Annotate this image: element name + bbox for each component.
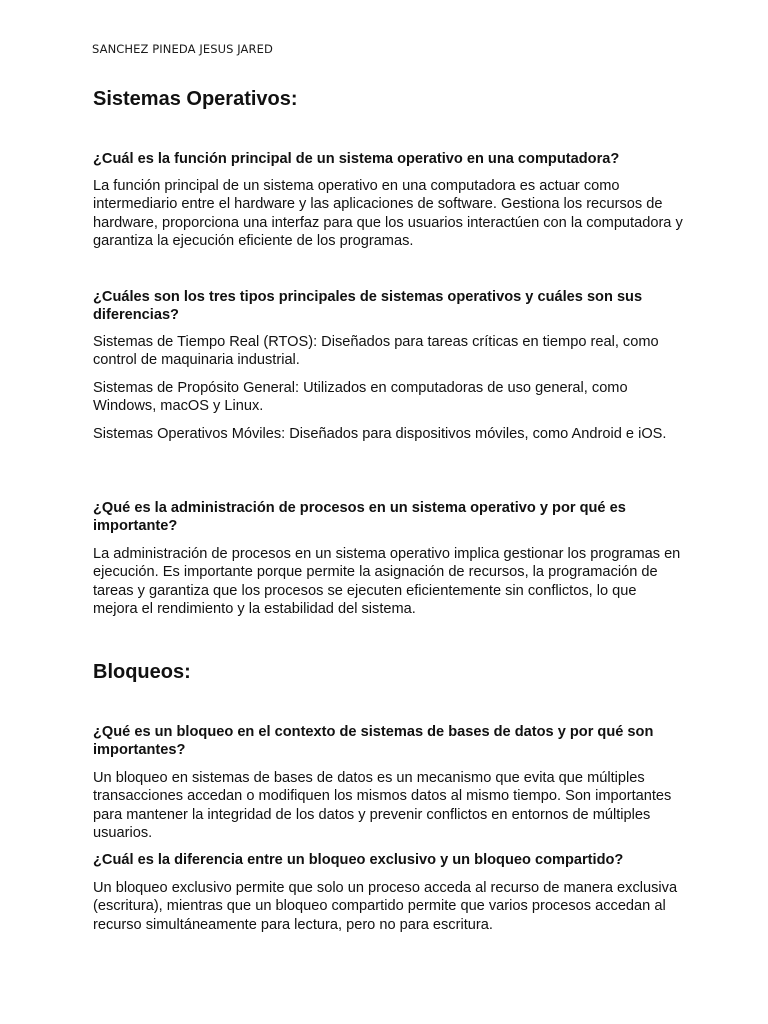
author-name: SANCHEZ PINEDA JESUS JARED [92, 42, 273, 56]
question-os-function: ¿Cuál es la función principal de un sistema operativo en una computadora? [93, 151, 620, 167]
section-title-bloqueos: Bloqueos: [93, 661, 191, 683]
question-process-management: ¿Qué es la administración de procesos en un sistema operativo y por qué es importante? [93, 500, 626, 534]
answer-os-type-rtos: Sistemas de Tiempo Real (RTOS): Diseñados para tareas críticas en tiempo real, como control de maquinaria industrial. [93, 334, 659, 369]
answer-lock-definition: Un bloqueo en sistemas de bases de datos es un mecanismo que evita que múltiples transacciones accedan o modifiquen los mismos datos al mismo tiempo. Son importantes para mantener la integridad de los datos y prevenir conflictos en entornos de múltiples usuarios. [93, 770, 672, 841]
question-lock-definition: ¿Qué es un bloqueo en el contexto de sistemas de bases de datos y por qué son importantes? [93, 724, 654, 758]
question-os-types: ¿Cuáles son los tres tipos principales de sistemas operativos y cuáles son sus diferencias? [93, 289, 643, 323]
section-title-sistemas-operativos: Sistemas Operativos: [93, 88, 298, 110]
answer-process-management: La administración de procesos en un sistema operativo implica gestionar los programas en ejecución. Es importante porque permite la asignación de recursos, la programación de tareas y garantiza que los procesos se ejecuten eficientemente sin conflictos, lo que mejora el rendimiento y la estabilidad del sistema. [93, 546, 681, 617]
answer-lock-difference: Un bloqueo exclusivo permite que solo un proceso acceda al recurso de manera exclusiva (escritura), mientras que un bloqueo compartido permite que varios procesos accedan al recurso simultáneamente para lectura, pero no para escritura. [93, 880, 678, 933]
answer-os-type-general: Sistemas de Propósito General: Utilizados en computadoras de uso general, como Windows, macOS y Linux. [93, 380, 628, 415]
question-lock-difference: ¿Cuál es la diferencia entre un bloqueo exclusivo y un bloqueo compartido? [93, 852, 624, 868]
answer-os-function: La función principal de un sistema operativo en una computadora es actuar como intermediario entre el hardware y las aplicaciones de software. Gestiona los recursos de hardware, proporciona una interfaz para que los usuarios interactúen con la computadora y garantiza la ejecución eficiente de los programas. [93, 178, 683, 249]
answer-os-type-mobile: Sistemas Operativos Móviles: Diseñados para dispositivos móviles, como Android e iOS. [93, 426, 667, 442]
